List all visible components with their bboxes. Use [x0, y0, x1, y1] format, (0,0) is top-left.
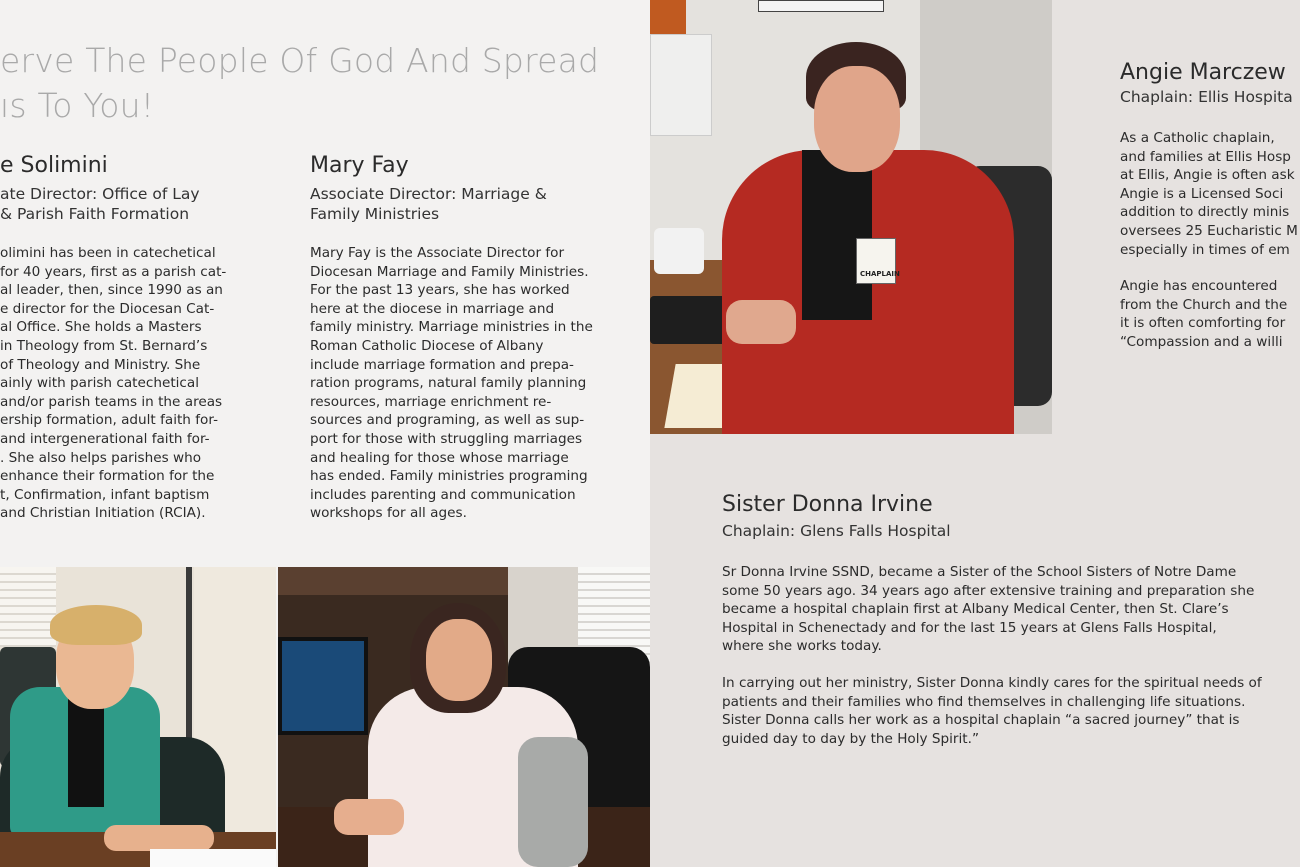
bio-paragraph [1120, 277, 1300, 351]
bio-line: Sister Donna calls her work as a hospital chaplain “a sacred journey” that is [722, 712, 1240, 729]
profile-role [1120, 87, 1300, 107]
role-line: Family Ministries [310, 205, 440, 223]
profile-bio [1120, 129, 1300, 352]
profile-solimini [0, 153, 300, 523]
bio-line: Roman Catholic Diocese of Albany [310, 337, 544, 354]
bio-line: As a Catholic chaplain, [1120, 130, 1275, 146]
bio-line: sources and programing, as well as sup- [310, 412, 585, 429]
photo-solimini [0, 567, 276, 867]
bio-line: from the Church and the [1120, 296, 1288, 313]
bio-line: includes parenting and communication [310, 486, 576, 503]
bio-line: it is often comforting for [1120, 315, 1286, 332]
bio-paragraph [1120, 129, 1300, 259]
bio-line: in Theology from St. Bernard’s [0, 337, 208, 354]
badge-text: CHAPLAIN [860, 270, 900, 278]
bio-line: t, Confirmation, infant baptism [0, 486, 210, 503]
bio-line: port for those with struggling marriages [310, 430, 583, 447]
bio-line: ership formation, adult faith for- [0, 412, 218, 429]
bio-line: workshops for all ages. [310, 505, 467, 522]
bio-line: some 50 years ago. 34 years ago after extensive training and preparation she [722, 582, 1255, 599]
bio-line: ainly with parish catechetical [0, 375, 200, 392]
bio-line: became a hospital chaplain first at Albany Medical Center, then St. Clare’s [722, 601, 1229, 618]
profile-bio [310, 244, 630, 523]
profile-irvine [722, 492, 1300, 766]
bio-line: resources, marriage enrichment re- [310, 393, 552, 410]
bio-line: where she works today. [722, 638, 882, 655]
bio-line: “Compassion and a willi [1120, 333, 1283, 350]
bio-line: especially in times of em [1120, 241, 1290, 258]
bio-paragraph [722, 674, 1300, 748]
photo-marczewski [650, 0, 1052, 434]
bio-line: al leader, then, since 1990 as an [0, 282, 223, 299]
photo-fay [278, 567, 650, 867]
bio-line: and/or parish teams in the areas [0, 393, 223, 410]
bio-line: of Theology and Ministry. She [0, 356, 201, 373]
profile-role [0, 184, 300, 224]
role-line: Associate Director: Marriage & [310, 185, 547, 203]
profile-name: Angie Marczew [1120, 60, 1286, 85]
bio-line: In carrying out her ministry, Sister Donna kindly cares for the spiritual needs of [722, 674, 1262, 691]
bio-line: Mary Fay is the Associate Director for [310, 245, 565, 261]
bio-line: and healing for those whose marriage [310, 449, 569, 466]
bio-line: al Office. She holds a Masters [0, 319, 202, 336]
bio-line: and Christian Initiation (RCIA). [0, 505, 206, 522]
role-line: Chaplain: Ellis Hospita [1120, 88, 1293, 106]
right-page [650, 0, 1300, 867]
bio-line: here at the diocese in marriage and [310, 300, 555, 317]
bio-line: Angie is a Licensed Soci [1120, 185, 1284, 202]
bio-line: e director for the Diocesan Cat- [0, 300, 215, 317]
role-line: & Parish Faith Formation [0, 205, 190, 223]
bio-line: has ended. Family ministries programing [310, 468, 588, 485]
bio-line: olimini has been in catechetical [0, 245, 216, 261]
bio-paragraph [722, 563, 1300, 656]
bio-line: at Ellis, Angie is often ask [1120, 167, 1295, 184]
bio-line: Sr Donna Irvine SSND, became a Sister of the School Sisters of Notre Dame [722, 564, 1237, 580]
profile-bio [722, 563, 1300, 748]
profile-role [310, 184, 630, 224]
profile-name: Mary Fay [310, 153, 409, 178]
bio-line: ration programs, natural family planning [310, 375, 587, 392]
profile-marczewski [1120, 60, 1300, 434]
headline-line-2: ıs To You! [0, 86, 155, 125]
role-line: Chaplain: Glens Falls Hospital [722, 522, 951, 540]
bio-line: oversees 25 Eucharistic M [1120, 222, 1298, 239]
profile-bio [0, 244, 300, 523]
bio-line: and families at Ellis Hosp [1120, 148, 1291, 165]
bio-line: guided day to day by the Holy Spirit.” [722, 730, 979, 747]
bio-line: patients and their families who find themselves in challenging life situations. [722, 693, 1246, 710]
bio-line: family ministry. Marriage ministries in the [310, 319, 593, 336]
profile-name: Sister Donna Irvine [722, 492, 933, 517]
bio-line: . She also helps parishes who [0, 449, 202, 466]
profile-fay [310, 153, 630, 523]
profile-role [722, 521, 1300, 541]
bio-line: Hospital in Schenectady and for the last 15 years at Glens Falls Hospital, [722, 619, 1217, 636]
bio-line: addition to directly minis [1120, 204, 1290, 221]
bio-line: Angie has encountered [1120, 278, 1278, 295]
bio-line: and intergenerational faith for- [0, 430, 210, 447]
bio-line: for 40 years, first as a parish cat- [0, 263, 227, 280]
role-line: ate Director: Office of Lay [0, 185, 200, 203]
bio-line: include marriage formation and prepa- [310, 356, 574, 373]
headline-line-1: erve The People Of God And Spread [0, 41, 600, 80]
profile-name: e Solimini [0, 153, 108, 178]
bio-line: Diocesan Marriage and Family Ministries. [310, 263, 589, 280]
headline [0, 38, 599, 128]
bio-line: enhance their formation for the [0, 468, 215, 485]
bio-line: For the past 13 years, she has worked [310, 282, 570, 299]
